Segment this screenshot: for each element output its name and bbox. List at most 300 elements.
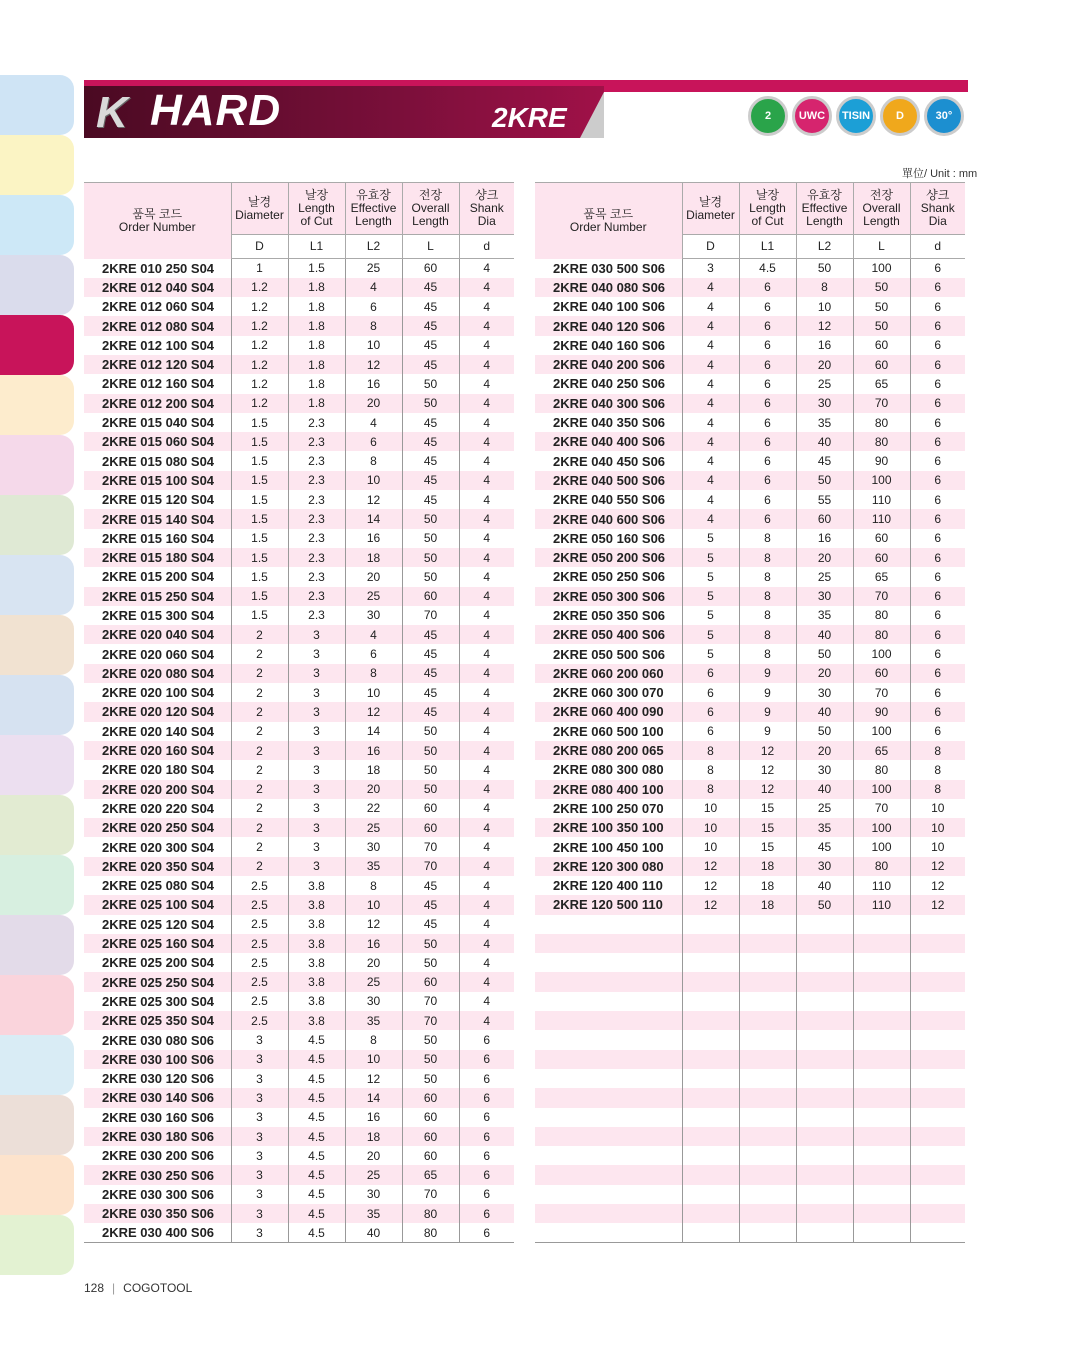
- spec-cell: 3: [288, 664, 345, 683]
- spec-cell: [682, 953, 739, 972]
- spec-cell: 6: [739, 451, 796, 470]
- spec-cell: 4: [459, 953, 514, 972]
- spec-cell: 12: [739, 780, 796, 799]
- brand-k-logo: K: [96, 88, 128, 137]
- spec-cell: 60: [853, 336, 910, 355]
- side-tab[interactable]: [0, 495, 74, 555]
- order-number-cell: 2KRE 015 180 S04: [84, 548, 231, 567]
- spec-cell: 6: [910, 625, 965, 644]
- spec-cell: 1: [231, 259, 288, 278]
- order-number-cell: 2KRE 060 400 090: [535, 702, 682, 721]
- spec-cell: 4: [459, 471, 514, 490]
- table-row: [84, 278, 514, 297]
- table-row: [84, 451, 514, 470]
- table-row: [535, 1011, 965, 1030]
- spec-cell: 40: [345, 1223, 402, 1242]
- spec-cell: 45: [402, 471, 459, 490]
- side-tab[interactable]: [0, 435, 74, 495]
- side-tab[interactable]: [0, 135, 74, 195]
- table-row: [535, 259, 965, 278]
- spec-cell: [910, 1223, 965, 1242]
- spec-cell: 80: [402, 1204, 459, 1223]
- spec-cell: 16: [345, 741, 402, 760]
- spec-cell: 50: [402, 509, 459, 528]
- spec-cell: 110: [853, 895, 910, 914]
- spec-cell: 2.5: [231, 972, 288, 991]
- spec-cell: 6: [910, 432, 965, 451]
- order-number-cell: 2KRE 012 120 S04: [84, 355, 231, 374]
- order-number-cell: 2KRE 050 350 S06: [553, 607, 666, 623]
- spec-cell: 30: [796, 857, 853, 876]
- spec-cell: 60: [402, 587, 459, 606]
- spec-cell: [739, 1146, 796, 1165]
- table-row: [84, 297, 514, 316]
- order-number-cell: 2KRE 040 300 S06: [535, 394, 682, 413]
- side-tab[interactable]: [0, 735, 74, 795]
- order-number-cell: 2KRE 040 400 S06: [535, 432, 682, 451]
- order-number-cell: 2KRE 020 100 S04: [102, 685, 215, 701]
- order-number-cell: 2KRE 030 080 S06: [102, 1032, 215, 1048]
- table-row: [535, 934, 965, 953]
- spec-cell: 1.5: [231, 509, 288, 528]
- spec-cell: 50: [402, 741, 459, 760]
- spec-cell: 4: [459, 567, 514, 586]
- spec-cell: 6: [459, 1050, 514, 1069]
- side-tab[interactable]: [0, 75, 74, 135]
- spec-cell: 10: [910, 799, 965, 818]
- table-row: [84, 1204, 514, 1223]
- spec-cell: 2.5: [231, 992, 288, 1011]
- table-row: [535, 606, 965, 625]
- feature-badge-icon: UWC: [792, 96, 832, 136]
- spec-cell: 50: [796, 259, 853, 278]
- spec-cell: [853, 1223, 910, 1242]
- spec-cell: 6: [459, 1185, 514, 1204]
- order-number-cell: 2KRE 040 550 S06: [553, 492, 666, 508]
- feature-badges: [748, 96, 964, 136]
- spec-cell: 3: [231, 1030, 288, 1049]
- spec-cell: 6: [910, 278, 965, 297]
- spec-cell: [910, 1185, 965, 1204]
- table-row: [535, 316, 965, 335]
- table-row: [84, 741, 514, 760]
- spec-cell: 2.3: [288, 432, 345, 451]
- table-row: [535, 683, 965, 702]
- side-tab[interactable]: [0, 1215, 74, 1275]
- spec-cell: 70: [853, 587, 910, 606]
- spec-cell: 4: [459, 278, 514, 297]
- spec-cell: 2: [231, 760, 288, 779]
- col-shank-dia-header: 샹크 Shank Dia: [910, 183, 965, 235]
- spec-cell: 6: [682, 664, 739, 683]
- spec-cell: 18: [345, 1127, 402, 1146]
- side-tab[interactable]: [0, 975, 74, 1035]
- spec-cell: 15: [739, 799, 796, 818]
- spec-cell: 12: [345, 490, 402, 509]
- spec-cell: 16: [796, 529, 853, 548]
- spec-cell: 6: [910, 509, 965, 528]
- spec-cell: 15: [739, 837, 796, 856]
- order-number-cell: 2KRE 020 250 S04: [84, 818, 231, 837]
- spec-cell: [796, 1108, 853, 1127]
- table-row: [535, 915, 965, 934]
- table-row: [84, 1030, 514, 1049]
- spec-cell: 35: [796, 818, 853, 837]
- table-row: [535, 548, 965, 567]
- table-row: [84, 355, 514, 374]
- col-effective-length-header: 유효장 Effective Length: [796, 183, 853, 235]
- order-number-cell: 2KRE 030 100 S06: [84, 1050, 231, 1069]
- spec-cell: [853, 1165, 910, 1184]
- table-row: [84, 625, 514, 644]
- spec-cell: 8: [682, 760, 739, 779]
- spec-cell: [853, 1069, 910, 1088]
- spec-cell: 50: [402, 548, 459, 567]
- spec-cell: [910, 1011, 965, 1030]
- order-number-cell: 2KRE 025 120 S04: [102, 916, 215, 932]
- spec-cell: 20: [345, 567, 402, 586]
- spec-cell: 1.5: [231, 606, 288, 625]
- spec-cell: 45: [402, 876, 459, 895]
- order-number-cell: 2KRE 020 300 S04: [102, 839, 215, 855]
- spec-cell: 18: [739, 857, 796, 876]
- order-number-cell: 2KRE 060 500 100: [553, 723, 664, 739]
- side-tab-strip: [0, 75, 74, 1275]
- order-number-cell: 2KRE 020 060 S04: [102, 646, 215, 662]
- spec-cell: 3: [288, 818, 345, 837]
- spec-cell: 50: [402, 374, 459, 393]
- spec-cell: 6: [739, 336, 796, 355]
- order-number-cell: [535, 1146, 682, 1165]
- spec-cell: 4.5: [288, 1030, 345, 1049]
- spec-cell: 8: [739, 548, 796, 567]
- spec-cell: 100: [853, 722, 910, 741]
- side-tab[interactable]: [0, 675, 74, 735]
- side-tab[interactable]: [0, 555, 74, 615]
- spec-cell: [853, 1011, 910, 1030]
- table-row: [84, 587, 514, 606]
- spec-cell: 1.5: [231, 451, 288, 470]
- sym-l2: L2: [345, 235, 402, 259]
- spec-cell: 6: [910, 394, 965, 413]
- order-number-cell: [535, 1108, 682, 1127]
- spec-cell: 80: [853, 760, 910, 779]
- table-row: [84, 934, 514, 953]
- spec-cell: 20: [796, 355, 853, 374]
- spec-cell: 3: [231, 1050, 288, 1069]
- col-overall-length-header: 전장 Overall Length: [853, 183, 910, 235]
- spec-cell: 30: [796, 394, 853, 413]
- order-number-cell: 2KRE 020 350 S04: [84, 857, 231, 876]
- order-number-cell: 2KRE 060 300 070: [553, 685, 664, 701]
- spec-cell: 6: [910, 529, 965, 548]
- side-tab[interactable]: [0, 1155, 74, 1215]
- spec-cell: 1.5: [231, 529, 288, 548]
- order-number-cell: 2KRE 015 160 S04: [102, 530, 215, 546]
- spec-cell: 2.3: [288, 490, 345, 509]
- order-number-cell: 2KRE 050 500 S06: [553, 646, 666, 662]
- spec-cell: 45: [402, 297, 459, 316]
- spec-cell: 100: [853, 644, 910, 663]
- spec-cell: 6: [739, 278, 796, 297]
- spec-cell: [910, 992, 965, 1011]
- col-order-header: 품목 코드 Order Number: [535, 183, 682, 259]
- spec-cell: 12: [345, 355, 402, 374]
- spec-cell: [910, 1127, 965, 1146]
- spec-cell: 3: [231, 1185, 288, 1204]
- spec-cell: 50: [853, 297, 910, 316]
- table-row: [535, 1185, 965, 1204]
- side-tab[interactable]: [0, 375, 74, 435]
- spec-cell: 4: [459, 760, 514, 779]
- spec-cell: 6: [739, 316, 796, 335]
- spec-cell: 6: [910, 336, 965, 355]
- side-tab[interactable]: [0, 615, 74, 675]
- spec-cell: [796, 1204, 853, 1223]
- order-number-cell: [535, 953, 682, 972]
- spec-cell: 110: [853, 509, 910, 528]
- spec-cell: 9: [739, 664, 796, 683]
- spec-cell: [796, 934, 853, 953]
- spec-cell: 4: [459, 664, 514, 683]
- order-number-cell: 2KRE 030 200 S06: [102, 1148, 215, 1164]
- spec-cell: 16: [345, 529, 402, 548]
- order-number-cell: 2KRE 015 060 S04: [84, 432, 231, 451]
- spec-cell: 70: [402, 606, 459, 625]
- spec-cell: 10: [345, 336, 402, 355]
- spec-cell: 1.5: [231, 490, 288, 509]
- spec-cell: 25: [345, 1165, 402, 1184]
- spec-cell: 45: [402, 278, 459, 297]
- spec-cell: 80: [853, 606, 910, 625]
- spec-cell: [739, 934, 796, 953]
- col-order-header: 품목 코드 Order Number: [84, 183, 231, 259]
- spec-cell: 6: [345, 297, 402, 316]
- table-row: [84, 683, 514, 702]
- col-overall-length-header: 전장 Overall Length: [402, 183, 459, 235]
- spec-cell: 5: [682, 587, 739, 606]
- spec-cell: 60: [402, 1127, 459, 1146]
- table-row: [535, 895, 965, 914]
- spec-cell: [796, 972, 853, 991]
- order-number-cell: 2KRE 015 200 S04: [102, 569, 215, 585]
- spec-cell: 80: [853, 857, 910, 876]
- table-row: [535, 413, 965, 432]
- table-row: [84, 336, 514, 355]
- sym-l2: L2: [796, 235, 853, 259]
- spec-cell: 2: [231, 702, 288, 721]
- spec-cell: [739, 915, 796, 934]
- order-number-cell: 2KRE 030 350 S06: [84, 1204, 231, 1223]
- table-row: [84, 876, 514, 895]
- spec-cell: [853, 1030, 910, 1049]
- spec-cell: 2: [231, 837, 288, 856]
- order-number-cell: 2KRE 080 200 065: [535, 741, 682, 760]
- spec-cell: 2: [231, 644, 288, 663]
- spec-cell: [796, 1069, 853, 1088]
- spec-cell: 50: [402, 394, 459, 413]
- order-number-cell: [535, 1050, 682, 1069]
- spec-cell: 4: [682, 413, 739, 432]
- table-row: [84, 1127, 514, 1146]
- spec-cell: 4: [682, 471, 739, 490]
- spec-cell: 8: [739, 606, 796, 625]
- table-row: [535, 509, 965, 528]
- spec-cell: 8: [739, 644, 796, 663]
- table-row: [535, 972, 965, 991]
- spec-cell: 70: [853, 683, 910, 702]
- order-number-cell: 2KRE 040 250 S06: [553, 376, 666, 392]
- spec-cell: [853, 972, 910, 991]
- spec-cell: 60: [853, 529, 910, 548]
- spec-cell: 8: [739, 529, 796, 548]
- order-number-cell: 2KRE 050 160 S06: [553, 530, 666, 546]
- spec-cell: 60: [853, 355, 910, 374]
- spec-cell: 100: [853, 259, 910, 278]
- order-number-cell: 2KRE 100 250 070: [553, 800, 664, 816]
- spec-cell: [910, 1069, 965, 1088]
- spec-cell: [910, 1030, 965, 1049]
- spec-cell: 6: [910, 355, 965, 374]
- order-number-cell: 2KRE 040 350 S06: [553, 415, 666, 431]
- spec-cell: 15: [739, 818, 796, 837]
- spec-cell: 45: [402, 702, 459, 721]
- table-row: [84, 760, 514, 779]
- side-tab[interactable]: [0, 1035, 74, 1095]
- order-number-cell: 2KRE 030 120 S06: [102, 1071, 215, 1087]
- spec-cell: 4: [682, 394, 739, 413]
- spec-cell: [853, 915, 910, 934]
- spec-cell: 90: [853, 451, 910, 470]
- spec-cell: [910, 1088, 965, 1107]
- feature-badge-icon: D: [880, 96, 920, 136]
- spec-cell: 4: [682, 451, 739, 470]
- spec-cell: 8: [345, 664, 402, 683]
- spec-cell: 4: [345, 413, 402, 432]
- spec-cell: 2: [231, 799, 288, 818]
- spec-cell: 6: [910, 683, 965, 702]
- spec-cell: 6: [459, 1127, 514, 1146]
- spec-cell: [796, 1223, 853, 1242]
- side-tab[interactable]: [0, 915, 74, 975]
- spec-cell: [739, 1204, 796, 1223]
- table-row: [535, 432, 965, 451]
- side-tab[interactable]: [0, 1095, 74, 1155]
- spec-cell: 16: [345, 1108, 402, 1127]
- spec-cell: 2.3: [288, 471, 345, 490]
- spec-cell: 3.8: [288, 934, 345, 953]
- spec-cell: 3: [288, 722, 345, 741]
- side-tab[interactable]: [0, 855, 74, 915]
- spec-cell: [910, 1165, 965, 1184]
- spec-cell: 8: [796, 278, 853, 297]
- spec-cell: 14: [345, 722, 402, 741]
- order-number-cell: 2KRE 025 250 S04: [84, 972, 231, 991]
- order-number-cell: [535, 992, 682, 1011]
- table-row: [84, 953, 514, 972]
- order-number-cell: 2KRE 012 100 S04: [102, 337, 215, 353]
- spec-cell: 6: [910, 413, 965, 432]
- table-row: [535, 355, 965, 374]
- order-number-cell: [535, 1204, 682, 1223]
- order-number-cell: 2KRE 015 140 S04: [84, 509, 231, 528]
- spec-cell: 4: [682, 336, 739, 355]
- col-effective-length-header: 유효장 Effective Length: [345, 183, 402, 235]
- spec-cell: 20: [345, 953, 402, 972]
- spec-cell: 2.5: [231, 953, 288, 972]
- order-number-cell: 2KRE 120 300 080: [535, 857, 682, 876]
- table-row: [84, 490, 514, 509]
- spec-cell: 10: [345, 895, 402, 914]
- spec-cell: [682, 1223, 739, 1242]
- spec-cell: [853, 1185, 910, 1204]
- table-row: [535, 876, 965, 895]
- spec-cell: 10: [910, 818, 965, 837]
- spec-cell: 4: [459, 529, 514, 548]
- order-number-cell: [535, 972, 682, 991]
- spec-cell: [910, 1108, 965, 1127]
- table-row: [84, 1223, 514, 1242]
- table-row: [535, 394, 965, 413]
- spec-cell: 5: [682, 529, 739, 548]
- spec-cell: 6: [910, 259, 965, 278]
- side-tab[interactable]: [0, 795, 74, 855]
- side-tab[interactable]: [0, 255, 74, 315]
- order-number-cell: 2KRE 025 350 S04: [84, 1011, 231, 1030]
- order-number-cell: 2KRE 060 200 060: [535, 664, 682, 683]
- spec-cell: 18: [345, 548, 402, 567]
- spec-cell: 12: [345, 702, 402, 721]
- table-row: [535, 297, 965, 316]
- spec-cell: 14: [345, 509, 402, 528]
- table-row: [535, 529, 965, 548]
- spec-cell: 35: [796, 606, 853, 625]
- spec-cell: 50: [402, 760, 459, 779]
- spec-cell: 3: [288, 837, 345, 856]
- order-number-cell: 2KRE 030 160 S06: [102, 1109, 215, 1125]
- spec-cell: 65: [402, 1165, 459, 1184]
- sym-l1: L1: [739, 235, 796, 259]
- table-row: [84, 702, 514, 721]
- spec-cell: 45: [402, 355, 459, 374]
- spec-cell: 4: [459, 625, 514, 644]
- spec-cell: 6: [910, 374, 965, 393]
- sym-l: L: [402, 235, 459, 259]
- page-footer: 128 | COGOTOOL: [84, 1281, 193, 1295]
- spec-cell: 35: [345, 1011, 402, 1030]
- spec-cell: 4: [459, 297, 514, 316]
- spec-cell: [853, 1108, 910, 1127]
- spec-cell: 80: [853, 432, 910, 451]
- spec-cell: 6: [459, 1088, 514, 1107]
- spec-cell: 20: [345, 1146, 402, 1165]
- side-tab[interactable]: [0, 195, 74, 255]
- spec-cell: 6: [910, 548, 965, 567]
- spec-cell: 3: [231, 1069, 288, 1088]
- spec-cell: 6: [910, 702, 965, 721]
- spec-cell: 1.8: [288, 374, 345, 393]
- spec-cell: [739, 972, 796, 991]
- spec-cell: 8: [345, 451, 402, 470]
- spec-cell: 3.8: [288, 915, 345, 934]
- spec-cell: 8: [910, 760, 965, 779]
- spec-cell: 6: [739, 413, 796, 432]
- table-row: [535, 1165, 965, 1184]
- spec-cell: 3.8: [288, 895, 345, 914]
- table-row: [84, 915, 514, 934]
- side-tab[interactable]: [0, 315, 74, 375]
- spec-cell: [910, 915, 965, 934]
